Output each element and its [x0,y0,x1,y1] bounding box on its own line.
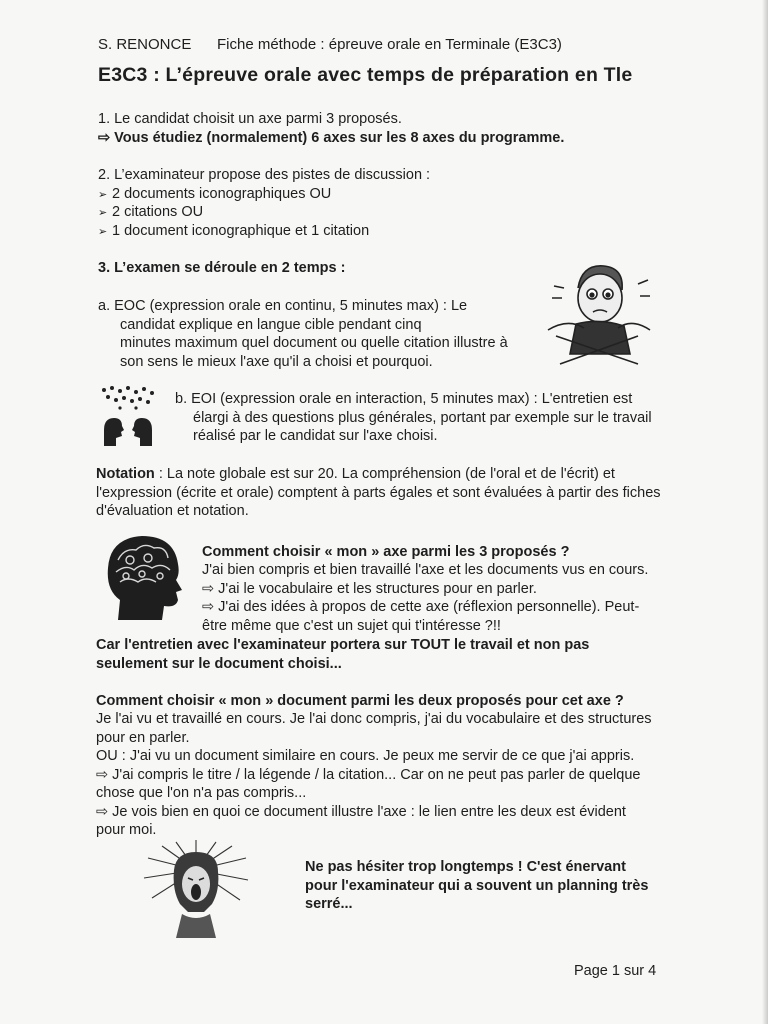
section2-option: ➢ 1 document iconographique et 1 citation [98,223,370,239]
eoc-paragraph: a. EOC (expression orale en continu, 5 minutes max) : Le candidat explique en langue cible pendant cinq minutes maximum quel document ou quelle citation illustre à son sens le mieux l'axe qu'il a choisi et pourquoi. [98,298,508,370]
choose-doc-body: Je l'ai vu et travaillé en cours. Je l'ai donc compris, j'ai du vocabulaire et des structures pour en parler. OU : J'ai vu un document similaire en cours. Je peux me servir de ce que j'ai appris. ⇨ J'ai compris le titre / la légende / la citation... Car on ne peut pas parler de quelque chose que l'on n'a pas compris... ⇨ Je vois bien en quoi ce document illustre l'axe : le lien entre les deux est évident pour moi. [96,711,652,838]
notation-paragraph: Notation : La note globale est sur 20. La compréhension (de l'oral et de l'écrit) et l'expression (écrite et orale) comptent à parts égales et sont évaluées à partir des fiches d'évaluation et notation. [96,466,661,519]
section3-heading: 3. L’examen se déroule en 2 temps : [98,260,346,276]
choose-axis-warning: Car l'entretien avec l'examinateur portera sur TOUT le travail et non pas seulement sur le document choisi... [96,637,590,672]
author-name: S. RENONCE [98,36,192,53]
section2-option: ➢ 2 documents iconographiques OU [98,186,332,202]
section2-intro: 2. L’examinateur propose des pistes de discussion : [98,167,431,183]
dialogue-heads-illustration [96,384,160,450]
scan-edge-shadow [762,0,768,1024]
bullet-arrow-icon: ➢ [98,226,108,238]
warning-paragraph: Ne pas hésiter trop longtemps ! C'est énervant pour l'examinateur qui a souvent un planning très serré... [305,859,649,912]
choose-doc-heading: Comment choisir « mon » document parmi les deux proposés pour cet axe ? [96,693,624,709]
section1-line1: 1. Le candidat choisit un axe parmi 3 proposés. [98,111,402,127]
choose-axis-body: J'ai bien compris et bien travaillé l'axe et les documents vus en cours. ⇨ J'ai le vocabulaire et les structures pour en parler. ⇨ J'ai des idées à propos de cette axe (réflexion personnelle). Peut- être même que c'est un sujet qui t'intéresse ?!! [202,562,649,634]
choose-axis-heading: Comment choisir « mon » axe parmi les 3 proposés ? [202,544,570,560]
bullet-arrow-icon: ➢ [98,189,108,201]
section2-option: ➢ 2 citations OU [98,204,204,220]
screaming-woman-illustration [142,840,250,940]
stressed-man-illustration [538,258,656,366]
brain-head-illustration [100,530,184,624]
section1-line2: ⇨ Vous étudiez (normalement) 6 axes sur les 8 axes du programme. [98,130,565,146]
notation-label: Notation [96,466,155,482]
page-title: E3C3 : L’épreuve orale avec temps de préparation en Tle [98,64,633,86]
eoi-paragraph: b. EOI (expression orale en interaction, 5 minutes max) : L'entretien est élargi à des questions plus générales, portant par exemple sur le travail réalisé par le candidat sur l'axe choisi. [175,391,652,444]
document-subtitle: Fiche méthode : épreuve orale en Terminale (E3C3) [217,36,562,53]
bullet-arrow-icon: ➢ [98,207,108,219]
page-number: Page 1 sur 4 [574,963,657,979]
